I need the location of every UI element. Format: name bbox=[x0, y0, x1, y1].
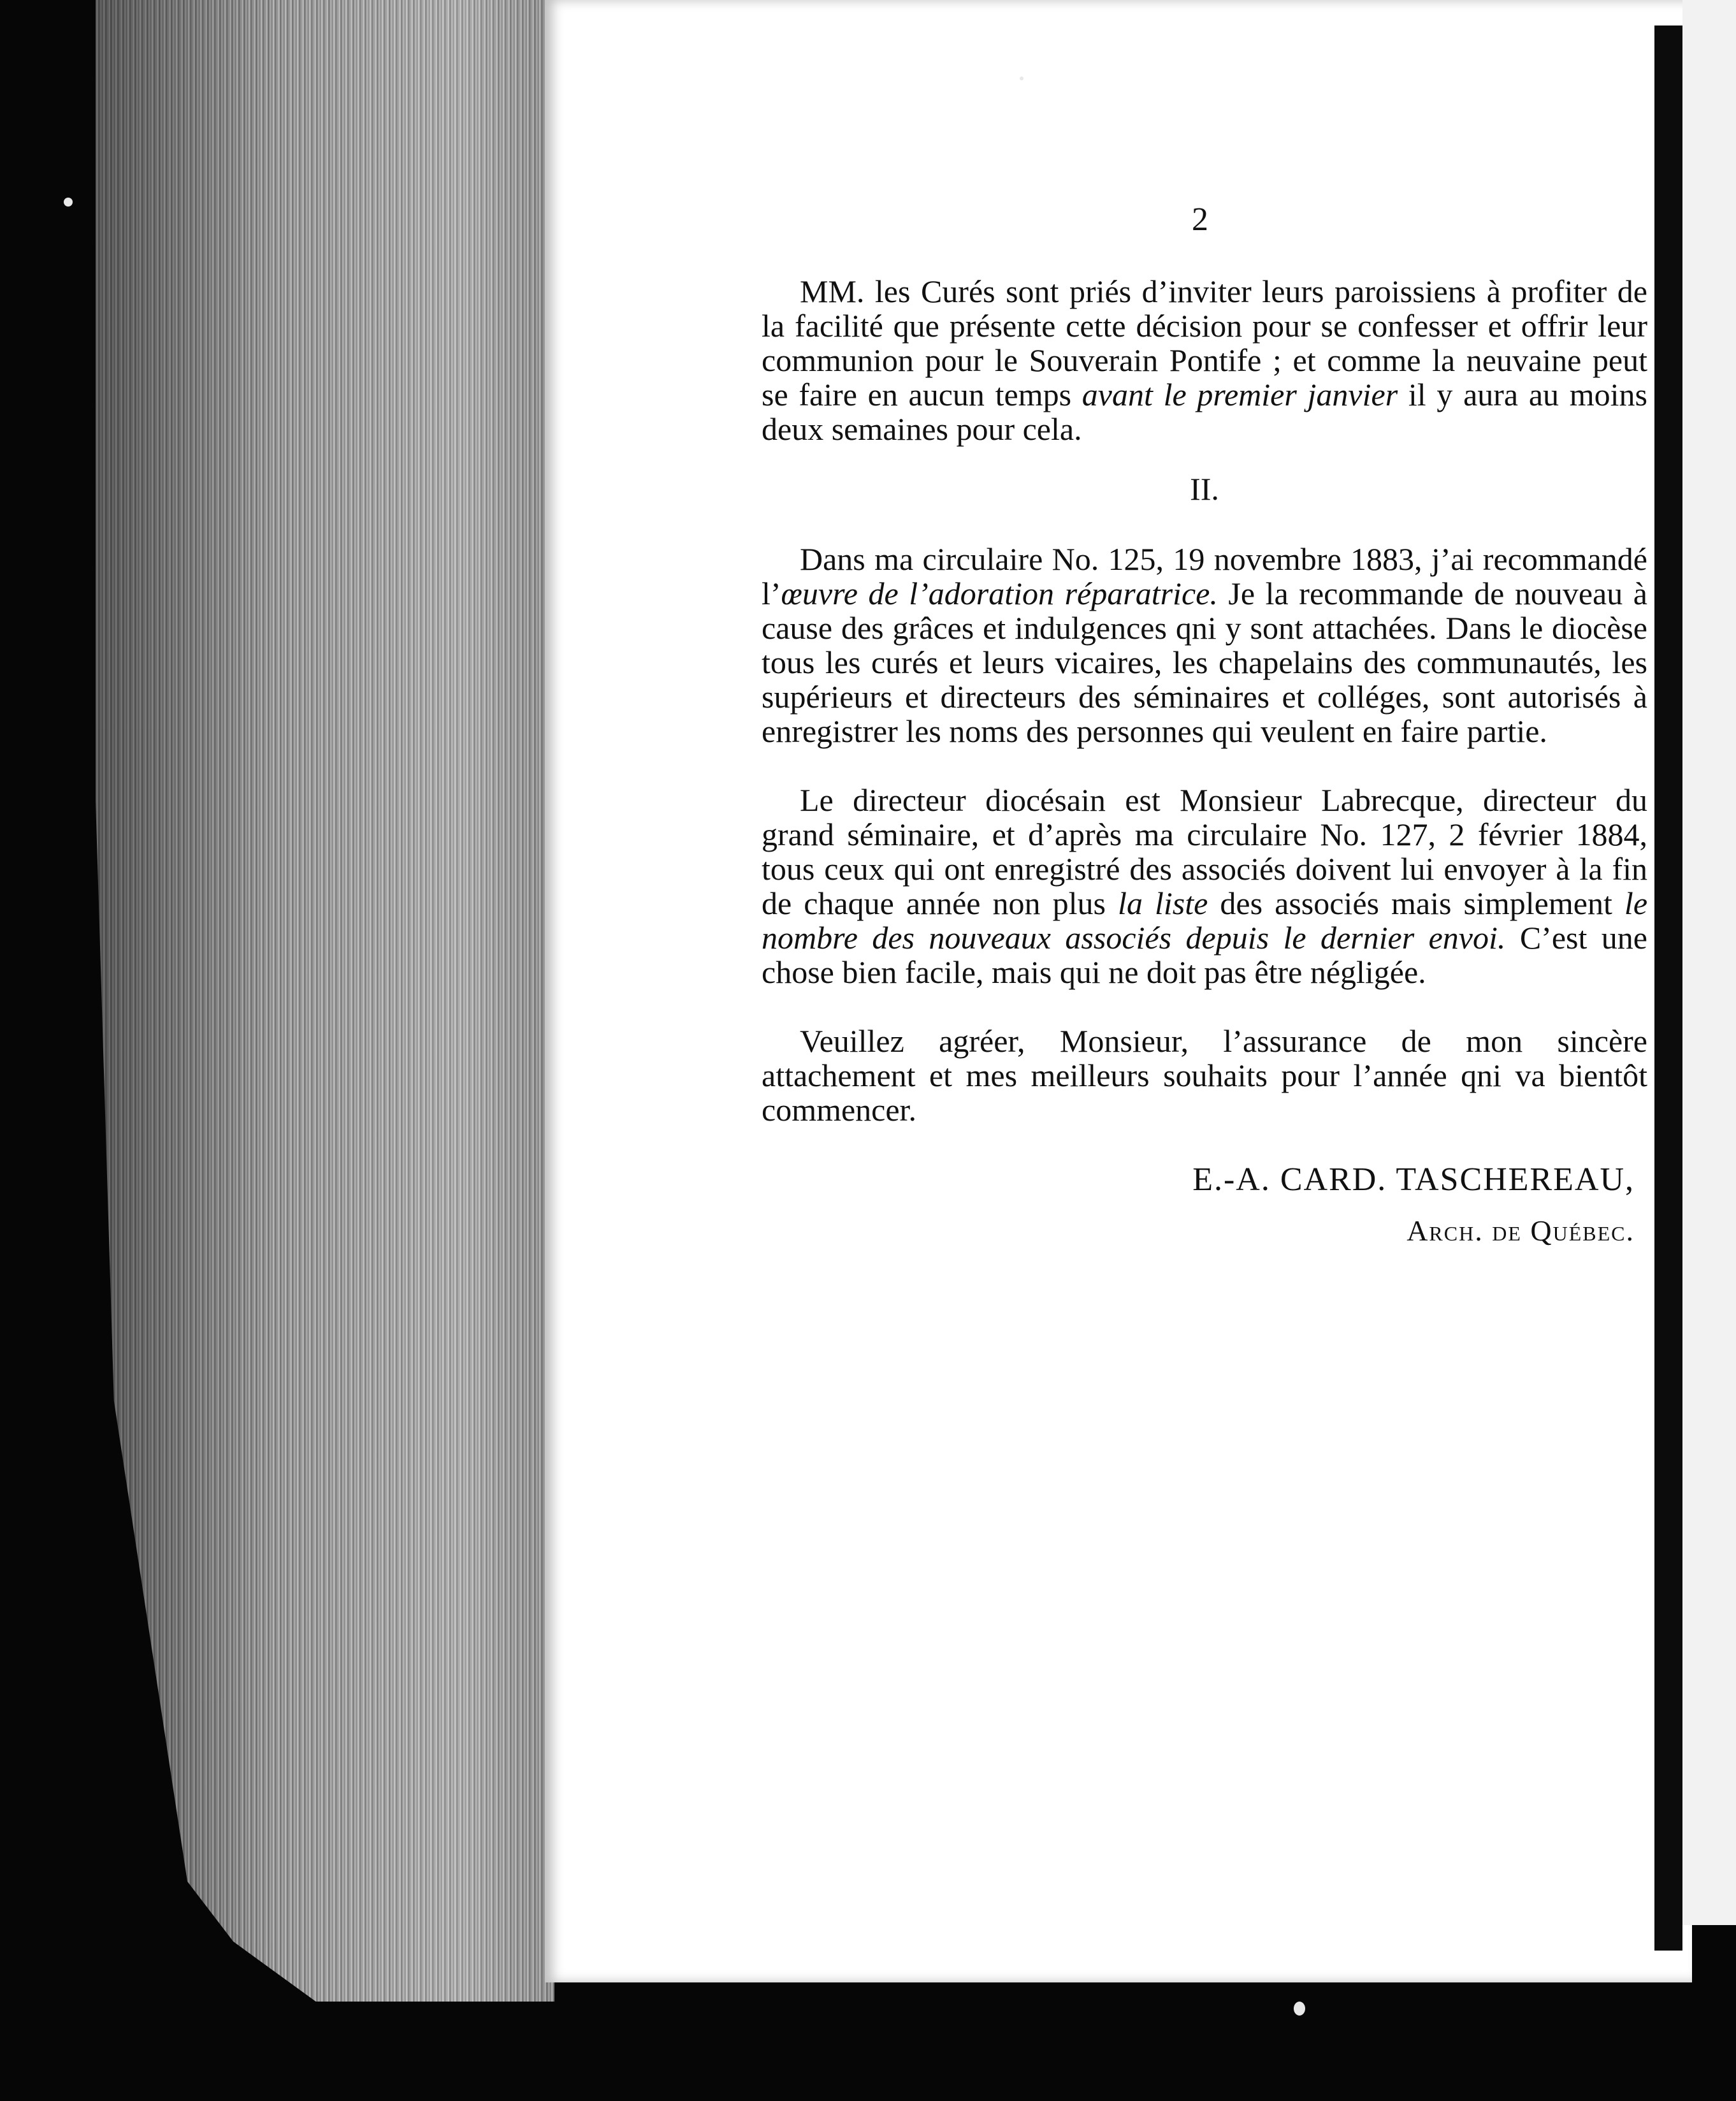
paragraph-3-emphasis-1: la liste bbox=[1118, 885, 1208, 921]
signature-name: E.-A. CARD. TASCHEREAU, bbox=[1192, 1161, 1635, 1198]
paragraph-2-emphasis: œuvre de l’adoration réparatrice. bbox=[781, 576, 1218, 611]
book-page-edges bbox=[96, 0, 554, 2002]
letter-body bbox=[762, 198, 1647, 1248]
scan-speck bbox=[1020, 76, 1024, 80]
binding-strip bbox=[1654, 25, 1682, 1951]
paragraph-3-emphasis-2: le nombre des nouveaux associés depuis le dernier envoi. bbox=[762, 885, 1648, 956]
paragraph-2 bbox=[762, 542, 1647, 748]
scan-speck bbox=[64, 198, 73, 207]
page-number: 2 bbox=[1192, 201, 1208, 238]
paragraph-3 bbox=[762, 783, 1647, 989]
paragraph-1 bbox=[762, 274, 1647, 446]
paragraph-1-emphasis: avant le premier janvier bbox=[1081, 377, 1398, 412]
paragraph-3-text-a: Le directeur diocésain est Monsieur Labrecque, directeur du grand séminaire, et d’après ma circulaire No. 127, 2 février 1884, tous ceux qui ont enregistré des associés doivent lui envoyer à la fin de chaque année non plus bbox=[762, 782, 1647, 921]
paragraph-2-text-b: Je la recommande de nouveau à cause des grâces et indulgences qni y sont attachées. Dans le diocèse tous les curés et leurs vicaires, les chapelains des communautés, les supérieurs et directeurs des séminaires et colléges, sont autorisés à enregistrer les noms des personnes qui veulent en faire partie. bbox=[762, 576, 1647, 749]
paragraph-1-text-a: MM. les Curés sont priés d’inviter leurs paroissiens à profiter de la facilité que présente cette décision pour se confesser et offrir leur communion pour le Souverain Pontife ; et comme la neuvaine peut se faire en aucun temps bbox=[762, 273, 1647, 412]
signature-title: Arch. de Québec. bbox=[1407, 1214, 1635, 1247]
scan-speck bbox=[1294, 2002, 1305, 2016]
paragraph-3-text-b: des associés mais simplement bbox=[1208, 885, 1624, 921]
adjacent-page-edge bbox=[1682, 0, 1736, 1925]
paragraph-3-text-c: C’est une chose bien facile, mais qui ne doit pas être négligée. bbox=[762, 920, 1647, 990]
section-heading: II. bbox=[1190, 471, 1219, 507]
paragraph-4: Veuillez agréer, Monsieur, l’assurance de mon sincère attachement et mes meilleurs souhaits pour l’année qni va bientôt commencer. bbox=[762, 1023, 1647, 1128]
paragraph-1-text-b: il y aura au moins deux semaines pour cela. bbox=[762, 377, 1647, 447]
paragraph-2-text-a: Dans ma circulaire No. 125, 19 novembre 1883, j’ai recommandé l’ bbox=[762, 541, 1647, 611]
